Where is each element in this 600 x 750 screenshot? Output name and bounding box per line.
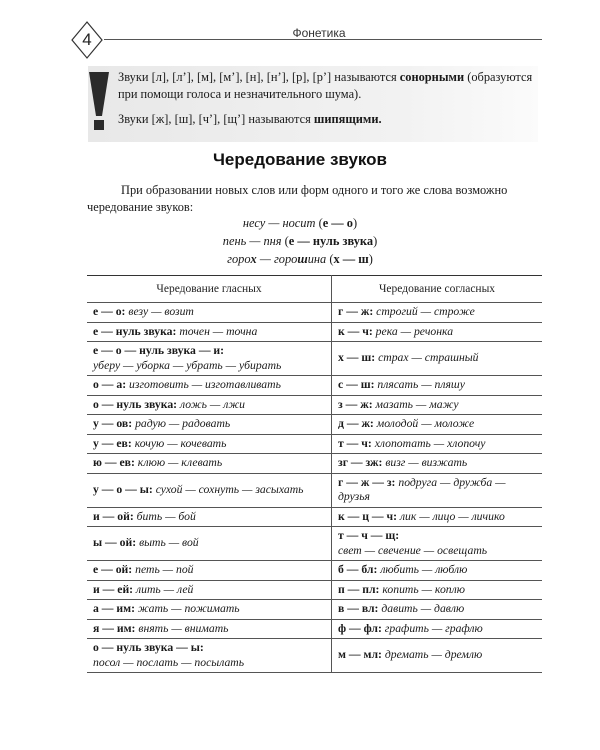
alternation-example: река — речонка (375, 324, 454, 338)
vowel-cell (87, 527, 332, 561)
alternation-example: графить — графлю (384, 621, 483, 635)
alternation-pattern: у — о — ы: (93, 482, 153, 496)
consonant-cell (332, 342, 543, 376)
alternation-example: уберу — уборка — убрать — убирать (93, 358, 282, 372)
alternation-example: внять — внимать (138, 621, 229, 635)
alternation-example: кочую — кочевать (134, 436, 227, 450)
table-row (87, 454, 542, 474)
table-row (87, 561, 542, 581)
alternation-pattern: т — ч — щ: (338, 529, 400, 542)
header-consonants: Чередование согласных (332, 276, 543, 303)
table-header-row (87, 276, 542, 303)
table-row (87, 619, 542, 639)
example-punct: ) (352, 216, 358, 230)
alternation-pattern: г — ж — з: (338, 475, 396, 489)
alternation-example: подруга — дружба — друзья (338, 475, 506, 503)
alternation-pattern: е — ой: (93, 563, 133, 576)
exclamation-icon (86, 70, 112, 134)
note-term: шипящими. (313, 112, 382, 126)
alternation-pattern: зг — зж: (338, 456, 383, 469)
alternation-example: везу — возит (128, 305, 194, 318)
table-row (87, 639, 542, 673)
vowel-cell (87, 580, 332, 600)
alternation-example: визг — визжать (385, 456, 468, 469)
note-segment: (образуются при помощи голоса и незначительного шума). (118, 70, 533, 101)
consonant-cell (332, 600, 543, 620)
alternation-pattern: и — ей: (93, 582, 134, 596)
alternation-table (87, 275, 542, 673)
alternation-pattern: ю — ев: (93, 456, 135, 469)
table-row (87, 434, 542, 454)
alternation-pattern: о — нуль звука: (93, 397, 178, 411)
alternation-example: точен — точна (179, 324, 258, 338)
alternation-example: копить — коплю (382, 582, 465, 596)
alternation-example: страх — страшный (378, 351, 479, 365)
alternation-pattern: т — ч: (338, 436, 372, 450)
alternation-example: жать — пожимать (137, 602, 240, 615)
alternation-pattern: о — а: (93, 378, 127, 391)
example-words: пень — пня (222, 234, 282, 248)
examples-block (0, 214, 600, 268)
consonant-cell (332, 395, 543, 415)
example-punct: ) (373, 234, 378, 248)
example-words: ина (307, 252, 327, 266)
alternation-example: плясать — пляшу (377, 378, 465, 391)
table-row (87, 342, 542, 376)
alternation-example: радую — радовать (135, 417, 231, 430)
alternation-pattern: и — ой: (93, 509, 134, 523)
alternation-pattern: м — мл: (338, 648, 382, 662)
alternation-example: лить — лей (136, 582, 194, 596)
consonant-cell (332, 454, 543, 474)
example-line (0, 214, 600, 232)
alternation-example: сухой — сохнуть — засыхать (155, 482, 304, 496)
note-sibilant (118, 111, 538, 128)
example-punct: ( (281, 234, 289, 248)
vowel-cell (87, 619, 332, 639)
table-row (87, 580, 542, 600)
vowel-cell (87, 303, 332, 323)
section-title: Чередование звуков (212, 150, 388, 169)
table-body (87, 303, 542, 673)
consonant-cell (332, 580, 543, 600)
table-row (87, 507, 542, 527)
example-line (0, 232, 600, 250)
alternation-example: ложь — лжи (180, 397, 246, 411)
vowel-cell (87, 434, 332, 454)
alternation-example: изготовить — изготавливать (129, 378, 281, 391)
example-changed-letter: х (250, 252, 257, 266)
consonant-cell (332, 507, 543, 527)
example-words: — горо (256, 252, 298, 266)
alternation-example: клюю — клевать (137, 456, 223, 469)
alternation-example: хлопотать — хлопочу (374, 436, 486, 450)
table-row (87, 600, 542, 620)
example-changed-letter: ш (297, 252, 308, 266)
table-row (87, 376, 542, 396)
alternation-pattern: ы — ой: (93, 536, 137, 550)
vowel-cell (87, 639, 332, 673)
note-sonorant (118, 69, 538, 103)
consonant-cell (332, 473, 543, 507)
alternation-example: давить — давлю (381, 602, 465, 615)
consonant-cell (332, 561, 543, 581)
alternation-example: лик — лицо — личико (399, 509, 505, 523)
alternation-pattern: к — ч: (338, 324, 373, 338)
table-row (87, 527, 542, 561)
alternation-example: бить — бой (136, 509, 196, 523)
table-row (87, 303, 542, 323)
alternation-example: посол — послать — посылать (93, 655, 245, 669)
table-row (87, 473, 542, 507)
table-row (87, 415, 542, 435)
vowel-cell (87, 376, 332, 396)
alternation-pattern: г — ж: (338, 305, 374, 318)
alternation-pattern: а — им: (93, 602, 135, 615)
page-number: 4 (82, 30, 92, 49)
table-row (87, 395, 542, 415)
alternation-pattern: у — ев: (93, 436, 132, 450)
consonant-cell (332, 415, 543, 435)
vowel-cell (87, 561, 332, 581)
consonant-cell (332, 303, 543, 323)
consonant-cell (332, 322, 543, 342)
consonant-cell (332, 619, 543, 639)
vowel-cell (87, 322, 332, 342)
alternation-example: любить — люблю (380, 563, 468, 576)
alternation-pattern: д — ж: (338, 417, 374, 430)
alternation-pattern: б — бл: (338, 563, 378, 576)
alternation-pattern: п — пл: (338, 582, 380, 596)
header-vowels: Чередование гласных (87, 276, 332, 303)
alternation-pattern: е — о: (93, 305, 126, 318)
alternation-pattern: е — нуль звука: (93, 324, 177, 338)
alternation-example: дремать — дремлю (384, 648, 483, 662)
vowel-cell (87, 600, 332, 620)
consonant-cell (332, 434, 543, 454)
example-line (0, 250, 600, 268)
vowel-cell (87, 342, 332, 376)
consonant-cell (332, 639, 543, 673)
alternation-pattern: я — им: (93, 621, 136, 635)
alternation-pattern: е — о — нуль звука — и: (93, 344, 225, 357)
alternation-pattern: о — нуль звука — ы: (93, 641, 204, 654)
example-punct: ( (326, 252, 334, 266)
alternation-example: свет — свечение — освещать (338, 543, 488, 557)
alternation-pattern: с — ш: (338, 378, 375, 391)
note-segment: Звуки [л], [л’], [м], [м’], [н], [н’], [р], [р’] называются (118, 70, 400, 84)
vowel-cell (87, 395, 332, 415)
alternation-pattern: ф — фл: (338, 621, 382, 635)
alternation-pattern: к — ц — ч: (338, 509, 398, 523)
example-pattern: х — ш (333, 252, 369, 266)
alternation-example: молодой — моложе (376, 417, 475, 430)
alternation-example: мазать — мажу (375, 397, 459, 411)
note-text (118, 69, 538, 136)
alternation-pattern: х — ш: (338, 351, 376, 365)
running-head: Фонетика (292, 26, 346, 40)
page-number-badge (70, 20, 104, 60)
note-segment: Звуки [ж], [ш], [ч’], [щ’] называются (118, 112, 314, 126)
vowel-cell (87, 415, 332, 435)
example-punct: ( (315, 216, 323, 230)
alternation-pattern: у — ов: (93, 417, 133, 430)
intro-paragraph: При образовании новых слов или форм одного и того же слова возможно чередование звуков: (87, 183, 508, 214)
example-words: несу — носит (242, 216, 316, 230)
alternation-pattern: з — ж: (338, 397, 373, 411)
consonant-cell (332, 527, 543, 561)
example-pattern: е — нуль звука (288, 234, 374, 248)
alternation-example: выть — вой (139, 536, 199, 550)
example-punct: ) (368, 252, 373, 266)
alternation-example: петь — пой (135, 563, 194, 576)
note-term: сонорными (399, 70, 465, 84)
vowel-cell (87, 454, 332, 474)
example-pattern: е — о (322, 216, 353, 230)
vowel-cell (87, 473, 332, 507)
alternation-pattern: в — вл: (338, 602, 379, 615)
table-row (87, 322, 542, 342)
vowel-cell (87, 507, 332, 527)
alternation-example: строгий — строже (376, 305, 475, 318)
consonant-cell (332, 376, 543, 396)
example-words: горо (227, 252, 251, 266)
